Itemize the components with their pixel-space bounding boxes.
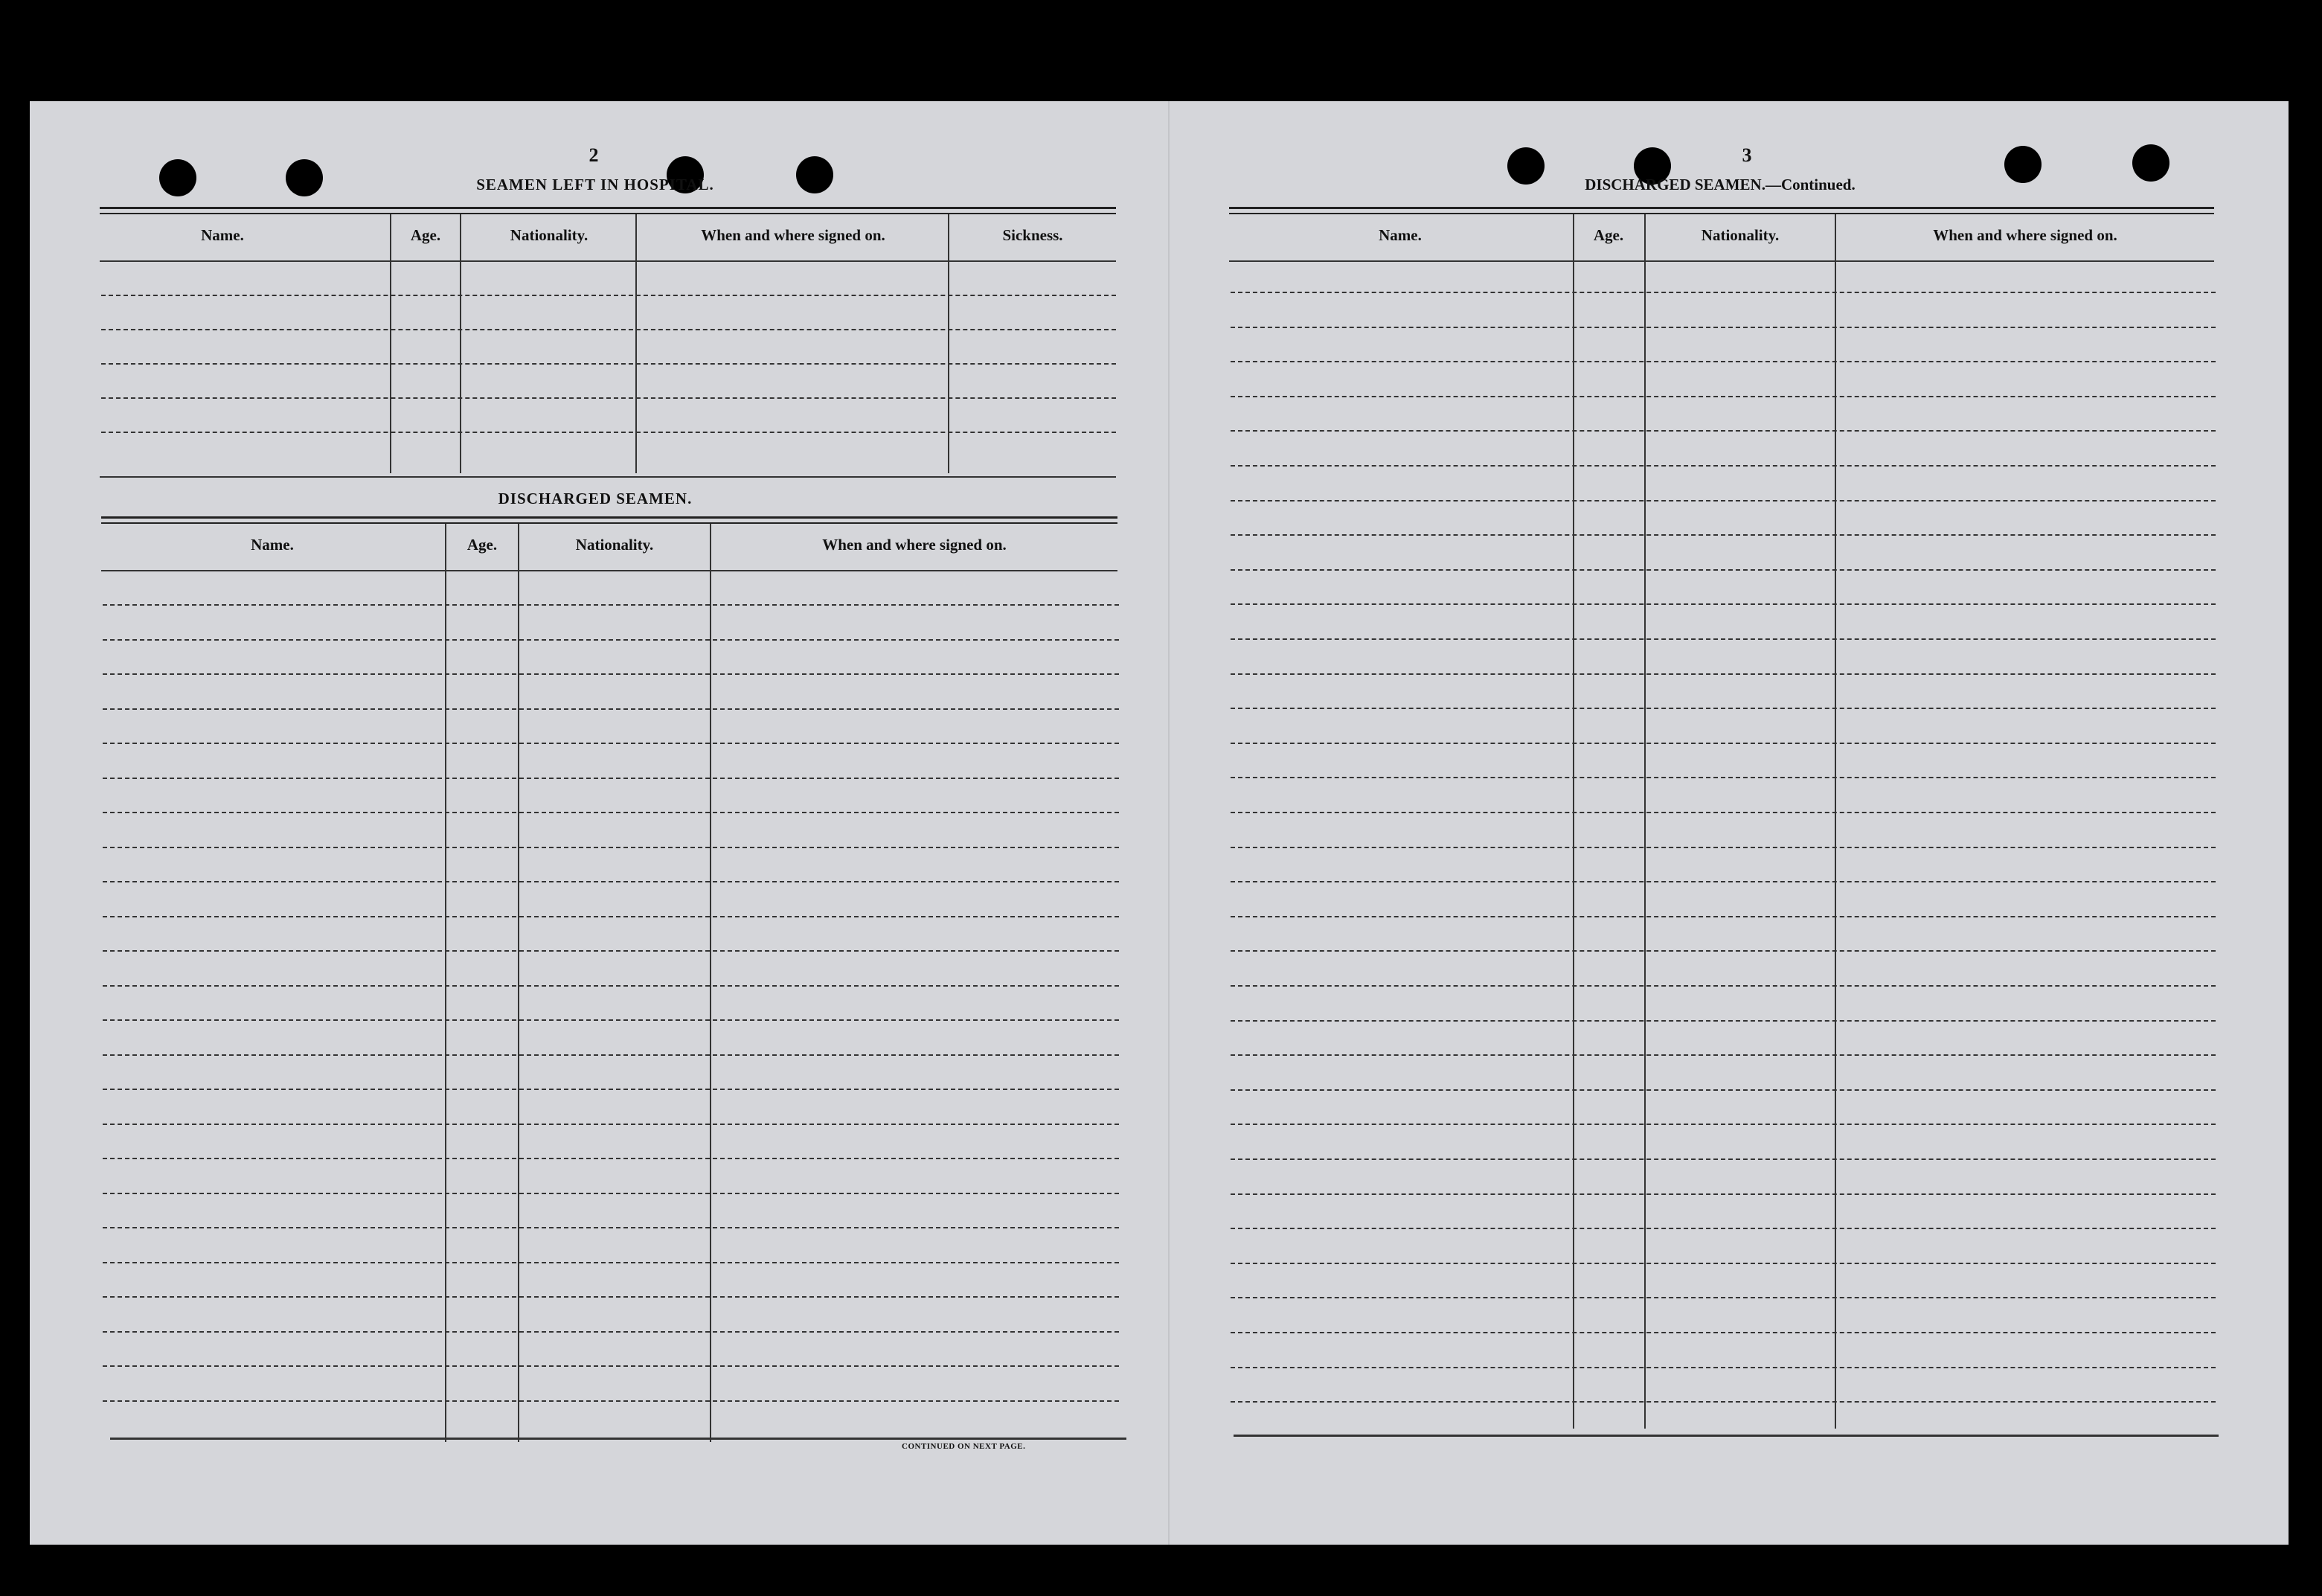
section-rule xyxy=(100,476,1116,478)
hospital-section-title: SEAMEN LEFT IN HOSPITAL. xyxy=(476,176,714,193)
blank-row-line xyxy=(103,778,1119,779)
blank-row-line xyxy=(1231,1228,2216,1229)
column-header-nationality: Nationality. xyxy=(510,226,588,244)
blank-row-line xyxy=(1231,1332,2216,1333)
blank-row-line xyxy=(103,1193,1119,1194)
blank-row-line xyxy=(1231,708,2216,709)
header-rule xyxy=(100,213,1116,214)
header-rule xyxy=(1229,207,2214,209)
header-underline xyxy=(101,570,1117,571)
header-rule xyxy=(101,516,1117,519)
left-page xyxy=(30,101,1168,1545)
column-divider xyxy=(460,214,461,473)
blank-row-line xyxy=(1231,1020,2216,1022)
blank-row-line xyxy=(1231,1193,2216,1195)
blank-row-line xyxy=(1231,1054,2216,1056)
blank-row-line xyxy=(101,432,1116,433)
table-bottom-rule xyxy=(1234,1435,2219,1437)
blank-row-line xyxy=(1231,743,2216,744)
blank-row-line xyxy=(103,1089,1119,1090)
page-number: 3 xyxy=(1742,144,1752,166)
blank-row-line xyxy=(1231,916,2216,917)
column-divider xyxy=(1835,214,1836,1429)
column-header-age: Age. xyxy=(410,226,441,244)
column-header-nationality: Nationality. xyxy=(1701,226,1780,244)
blank-row-line xyxy=(103,1158,1119,1159)
header-rule xyxy=(1229,213,2214,214)
column-divider xyxy=(390,214,391,473)
blank-row-line xyxy=(103,1365,1119,1367)
blank-row-line xyxy=(101,295,1116,296)
header-underline xyxy=(100,260,1116,262)
header-rule xyxy=(101,522,1117,524)
blank-row-line xyxy=(1231,1297,2216,1298)
blank-row-line xyxy=(1231,465,2216,467)
blank-row-line xyxy=(103,604,1119,606)
blank-row-line xyxy=(101,363,1116,365)
blank-row-line xyxy=(1231,638,2216,640)
blank-row-line xyxy=(103,1019,1119,1021)
discharged-section-title: DISCHARGED SEAMEN. xyxy=(498,490,693,507)
blank-row-line xyxy=(1231,673,2216,675)
blank-row-line xyxy=(103,1296,1119,1298)
blank-row-line xyxy=(1231,812,2216,813)
blank-row-line xyxy=(1231,534,2216,536)
blank-row-line xyxy=(1231,327,2216,328)
column-divider xyxy=(710,524,711,1442)
blank-row-line xyxy=(1231,569,2216,571)
blank-row-line xyxy=(1231,361,2216,362)
blank-row-line xyxy=(101,397,1116,399)
blank-row-line xyxy=(103,950,1119,952)
page-number: 2 xyxy=(588,144,599,166)
column-divider xyxy=(635,214,637,473)
column-header-signed-on: When and where signed on. xyxy=(822,536,1007,554)
header-rule xyxy=(100,207,1116,209)
blank-row-line xyxy=(103,1227,1119,1228)
column-divider xyxy=(1573,214,1574,1429)
blank-row-line xyxy=(1231,777,2216,778)
discharged-continued-title: DISCHARGED SEAMEN.—Continued. xyxy=(1585,176,1856,193)
column-divider xyxy=(948,214,949,473)
blank-row-line xyxy=(1231,430,2216,432)
column-header-age: Age. xyxy=(466,536,498,554)
column-header-signed-on: When and where signed on. xyxy=(1933,226,2117,244)
blank-row-line xyxy=(1231,396,2216,397)
column-divider xyxy=(518,524,519,1442)
blank-row-line xyxy=(1231,500,2216,501)
table-bottom-rule xyxy=(110,1438,1126,1440)
column-header-signed-on: When and where signed on. xyxy=(701,226,885,244)
blank-row-line xyxy=(103,1054,1119,1056)
scanned-sheet xyxy=(30,101,2289,1545)
blank-row-line xyxy=(103,708,1119,710)
continued-note: CONTINUED ON NEXT PAGE. xyxy=(902,1442,1026,1451)
blank-row-line xyxy=(103,743,1119,744)
column-header-age: Age. xyxy=(1593,226,1624,244)
blank-row-line xyxy=(1231,985,2216,987)
column-header-name: Name. xyxy=(1379,226,1422,244)
blank-row-line xyxy=(101,329,1116,330)
blank-row-line xyxy=(103,812,1119,813)
blank-row-line xyxy=(1231,1367,2216,1368)
blank-row-line xyxy=(1231,1263,2216,1264)
blank-row-line xyxy=(103,1262,1119,1263)
blank-row-line xyxy=(103,639,1119,641)
blank-row-line xyxy=(1231,1158,2216,1160)
blank-row-line xyxy=(103,673,1119,675)
blank-row-line xyxy=(103,1331,1119,1333)
blank-row-line xyxy=(103,916,1119,917)
column-divider xyxy=(1644,214,1646,1429)
blank-row-line xyxy=(103,1400,1119,1402)
header-underline xyxy=(1229,260,2214,262)
blank-row-line xyxy=(1231,1089,2216,1091)
blank-row-line xyxy=(103,881,1119,882)
blank-row-line xyxy=(103,985,1119,987)
blank-row-line xyxy=(103,1124,1119,1125)
blank-row-line xyxy=(1231,1401,2216,1403)
column-header-nationality: Nationality. xyxy=(575,536,654,554)
blank-row-line xyxy=(1231,1124,2216,1125)
blank-row-line xyxy=(1231,292,2216,293)
column-header-sickness: Sickness. xyxy=(1002,226,1063,244)
blank-row-line xyxy=(1231,847,2216,848)
blank-row-line xyxy=(1231,950,2216,952)
column-header-name: Name. xyxy=(251,536,294,554)
blank-row-line xyxy=(103,847,1119,848)
column-divider xyxy=(445,524,446,1442)
blank-row-line xyxy=(1231,881,2216,882)
column-header-name: Name. xyxy=(201,226,244,244)
right-page xyxy=(1170,101,2289,1545)
blank-row-line xyxy=(1231,603,2216,605)
